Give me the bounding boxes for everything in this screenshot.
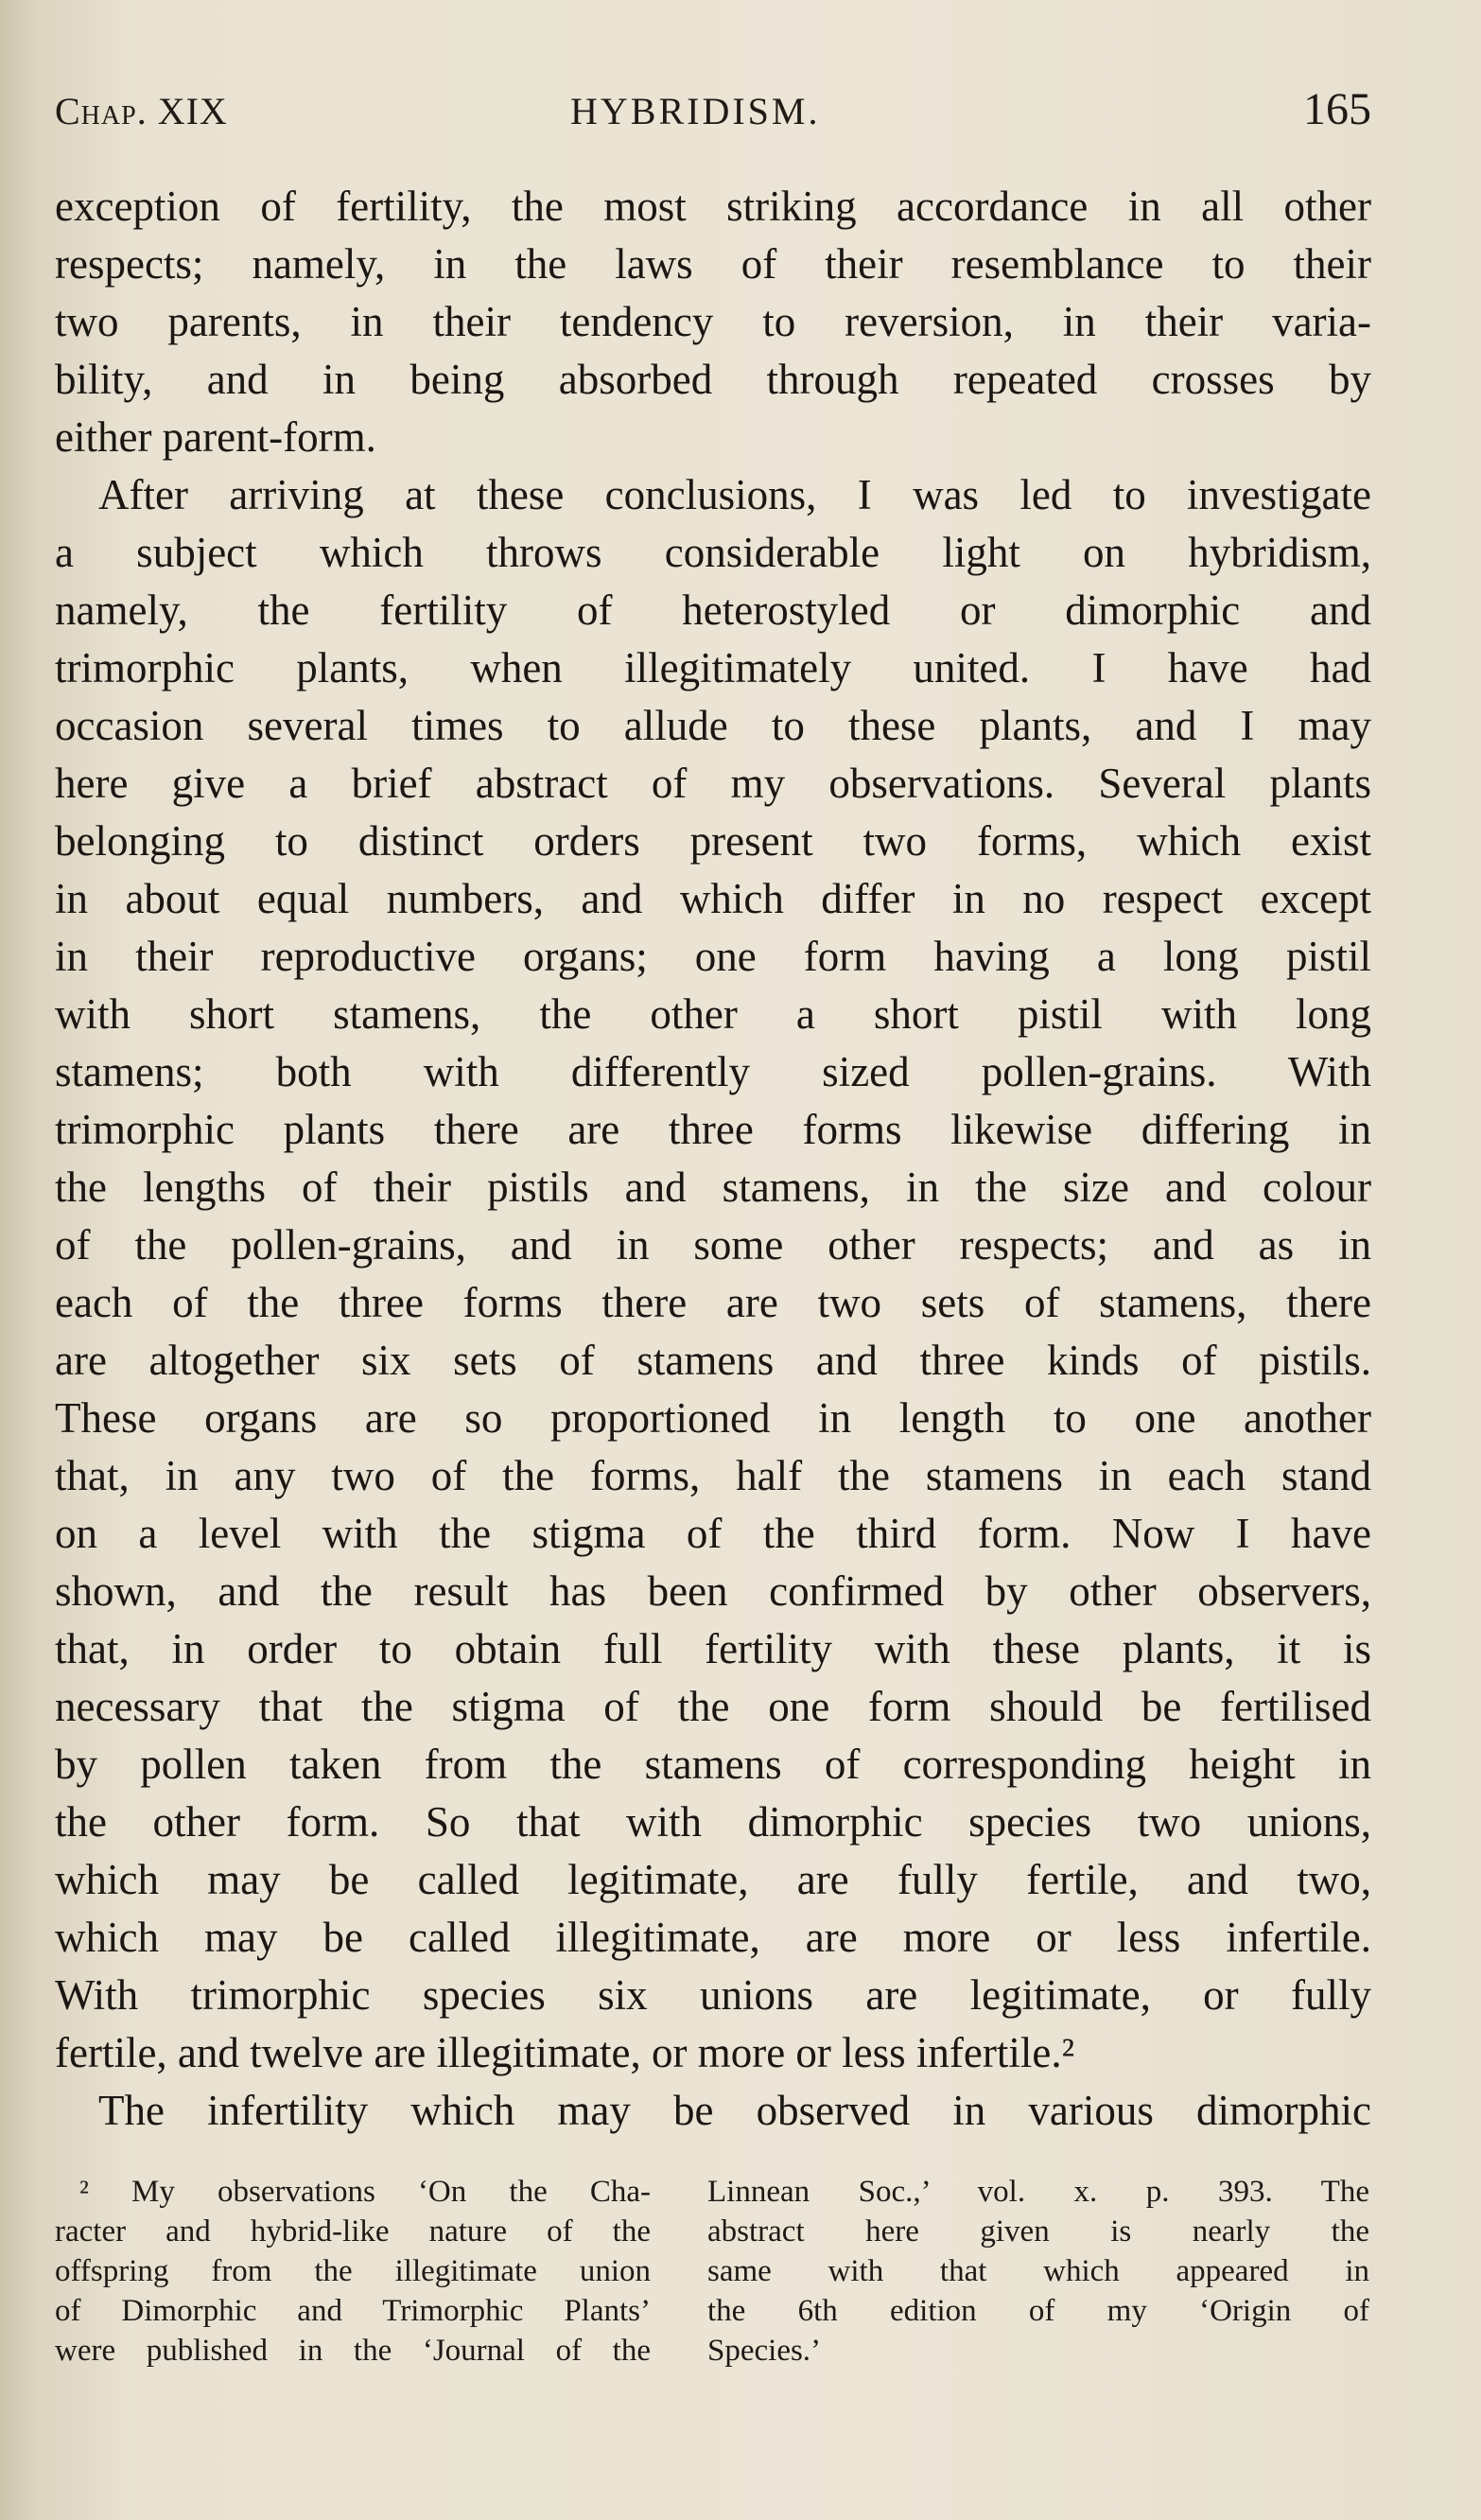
running-title: HYBRIDISM. bbox=[570, 90, 821, 132]
text-line: which may be called legitimate, are fully fertile, and two, bbox=[55, 1856, 1371, 1903]
text-line: a subject which throws considerable light on hybridism, bbox=[55, 529, 1371, 576]
footnote-column-right bbox=[707, 2172, 1369, 2371]
text-line: the lengths of their pistils and stamens, in the size and colour bbox=[55, 1164, 1371, 1211]
text-line: are altogether six sets of stamens and three kinds of pistils. bbox=[55, 1337, 1371, 1384]
paragraph-start-line: After arriving at these conclusions, I was led to investigate bbox=[98, 471, 1371, 518]
footnote-line: of Dimorphic and Trimorphic Plants’ bbox=[55, 2294, 651, 2328]
text-line: stamens; both with differently sized pollen-grains. With bbox=[55, 1048, 1371, 1095]
text-line: two parents, in their tendency to reversion, in their varia- bbox=[55, 298, 1371, 345]
text-line: These organs are so proportioned in length to one another bbox=[55, 1394, 1371, 1442]
text-line: exception of fertility, the most striking accordance in all other bbox=[55, 183, 1371, 230]
footnote-line: racter and hybrid-like nature of the bbox=[55, 2214, 651, 2249]
text-line: here give a brief abstract of my observations. Several plants bbox=[55, 760, 1371, 807]
text-line: With trimorphic species six unions are legitimate, or fully bbox=[55, 1971, 1371, 2019]
text-line: with short stamens, the other a short pistil with long bbox=[55, 990, 1371, 1038]
text-line: either parent-form. bbox=[55, 413, 376, 461]
footnote-line: Linnean Soc.,’ vol. x. p. 393. The bbox=[707, 2175, 1369, 2209]
text-line: on a level with the stigma of the third form. Now I have bbox=[55, 1510, 1371, 1557]
text-line: in their reproductive organs; one form having a long pistil bbox=[55, 933, 1371, 980]
text-line: which may be called illegitimate, are more or less infertile. bbox=[55, 1914, 1371, 1961]
text-line: each of the three forms there are two sets of stamens, there bbox=[55, 1279, 1371, 1326]
text-line: by pollen taken from the stamens of corresponding height in bbox=[55, 1741, 1371, 1788]
footnote-line: were published in the ‘Journal of the bbox=[55, 2334, 651, 2368]
text-line: the other form. So that with dimorphic species two unions, bbox=[55, 1798, 1371, 1846]
body-text bbox=[55, 178, 1371, 2140]
paragraph-start-line: The infertility which may be observed in various dimorphic bbox=[98, 2087, 1371, 2134]
text-line: trimorphic plants, when illegitimately united. I have had bbox=[55, 644, 1371, 691]
text-line: that, in order to obtain full fertility with these plants, it is bbox=[55, 1625, 1371, 1672]
footnote-line: abstract here given is nearly the bbox=[707, 2214, 1369, 2249]
footnote-line: the 6th edition of my ‘Origin of bbox=[707, 2294, 1369, 2328]
footnote-line: Species.’ bbox=[707, 2334, 822, 2368]
text-line: that, in any two of the forms, half the stamens in each stand bbox=[55, 1452, 1371, 1499]
text-line: trimorphic plants there are three forms likewise differing in bbox=[55, 1106, 1371, 1153]
text-line: namely, the fertility of heterostyled or dimorphic and bbox=[55, 586, 1371, 634]
text-line: belonging to distinct orders present two forms, which exist bbox=[55, 817, 1371, 865]
text-line: shown, and the result has been confirmed by other observers, bbox=[55, 1567, 1371, 1615]
text-line: of the pollen-grains, and in some other respects; and as in bbox=[55, 1221, 1371, 1269]
text-line: in about equal numbers, and which differ in no respect except bbox=[55, 875, 1371, 922]
footnote-column-left bbox=[55, 2172, 651, 2371]
text-line: necessary that the stigma of the one form should be fertilised bbox=[55, 1683, 1371, 1730]
text-line: fertile, and twelve are illegitimate, or more or less infertile.² bbox=[55, 2029, 1075, 2076]
footnote-line: same with that which appeared in bbox=[707, 2254, 1369, 2288]
chapter-label: Chap. XIX bbox=[55, 90, 228, 132]
footnote-line: ² My observations ‘On the Cha- bbox=[79, 2175, 651, 2209]
footnote-line: offspring from the illegitimate union bbox=[55, 2254, 651, 2288]
text-line: bility, and in being absorbed through repeated crosses by bbox=[55, 356, 1371, 403]
text-line: occasion several times to allude to these plants, and I may bbox=[55, 702, 1371, 749]
running-head bbox=[55, 83, 1371, 140]
page-number: 165 bbox=[1303, 84, 1371, 134]
text-line: respects; namely, in the laws of their resemblance to their bbox=[55, 240, 1371, 288]
